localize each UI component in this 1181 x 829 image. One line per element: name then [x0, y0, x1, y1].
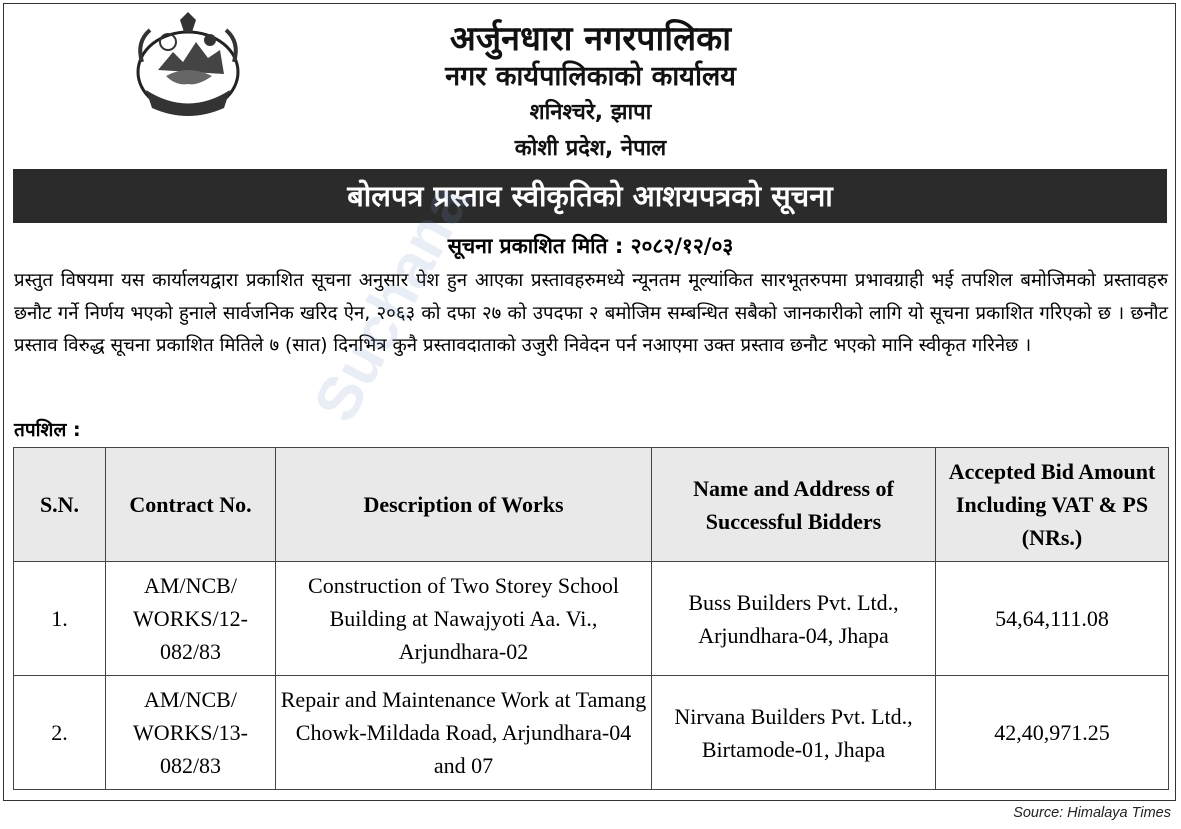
watermark: Suchana — [300, 172, 484, 433]
published-date: सूचना प्रकाशित मिति : २०८२/१२/०३ — [447, 234, 734, 258]
cell-contract: AM/NCB/ WORKS/12- 082/83 — [106, 562, 276, 676]
cell-amount: 54,64,111.08 — [936, 562, 1169, 676]
office-name: नगर कार्यपालिकाको कार्यालय — [445, 61, 736, 92]
source-credit: Source: Himalaya Times — [1013, 805, 1171, 821]
cell-contract: AM/NCB/ WORKS/13- 082/83 — [106, 676, 276, 790]
municipality-name: अर्जुनधारा नगरपालिका — [449, 19, 732, 59]
table-row — [14, 562, 1169, 676]
table-header-row — [14, 448, 1169, 562]
header-bidder: Name and Address of Successful Bidders — [652, 448, 936, 562]
cell-bidder: Buss Builders Pvt. Ltd., Arjundhara-04, Jhapa — [652, 562, 936, 676]
details-label: तपशिल : — [14, 419, 81, 441]
header-contract-no: Contract No. — [106, 448, 276, 562]
cell-sn: 2. — [14, 676, 106, 790]
cell-description: Repair and Maintenance Work at Tamang Chowk-Mildada Road, Arjundhara-04 and 07 — [276, 676, 652, 790]
header-sn: S.N. — [14, 448, 106, 562]
office-province: कोशी प्रदेश, नेपाल — [514, 136, 667, 161]
notice-paragraph: प्रस्तुत विषयमा यस कार्यालयद्वारा प्रकाशित सूचना अनुसार पेश हुन आएका प्रस्तावहरुमध्ये न्यूनतम मूल्यांकित सारभूतरुपमा प्रभावग्राही भई तपशिल बमोजिमको प्रस्तावहरु छनौट गर्ने निर्णय भएको हुनाले सार्वजनिक खरिद ऐन, २०६३ को दफा २७ को उपदफा २ बमोजिम सम्बन्धित सबैको जानकारीको लागि यो सूचना प्रकाशित गरिएको छ । छनौट प्रस्ताव विरुद्ध सूचना प्रकाशित मितिले ७ (सात) दिनभित्र कुनै प्रस्तावदाताको उजुरी निवेदन पर्न नआएमा उक्त प्रस्ताव छनौट भएको मानि स्वीकृत गरिनेछ । — [14, 270, 1169, 356]
cell-amount: 42,40,971.25 — [936, 676, 1169, 790]
cell-sn: 1. — [14, 562, 106, 676]
office-location: शनिश्चरे, झापा — [529, 100, 652, 125]
notice-title: बोलपत्र प्रस्ताव स्वीकृतिको आशयपत्रको सूचना — [13, 169, 1167, 223]
header-amount: Accepted Bid Amount Including VAT & PS (NRs.) — [936, 448, 1169, 562]
table-row — [14, 676, 1169, 790]
contract-table — [13, 447, 1169, 790]
cell-description: Construction of Two Storey School Building at Nawajyoti Aa. Vi., Arjundhara-02 — [276, 562, 652, 676]
header-description: Description of Works — [276, 448, 652, 562]
cell-bidder: Nirvana Builders Pvt. Ltd., Birtamode-01, Jhapa — [652, 676, 936, 790]
